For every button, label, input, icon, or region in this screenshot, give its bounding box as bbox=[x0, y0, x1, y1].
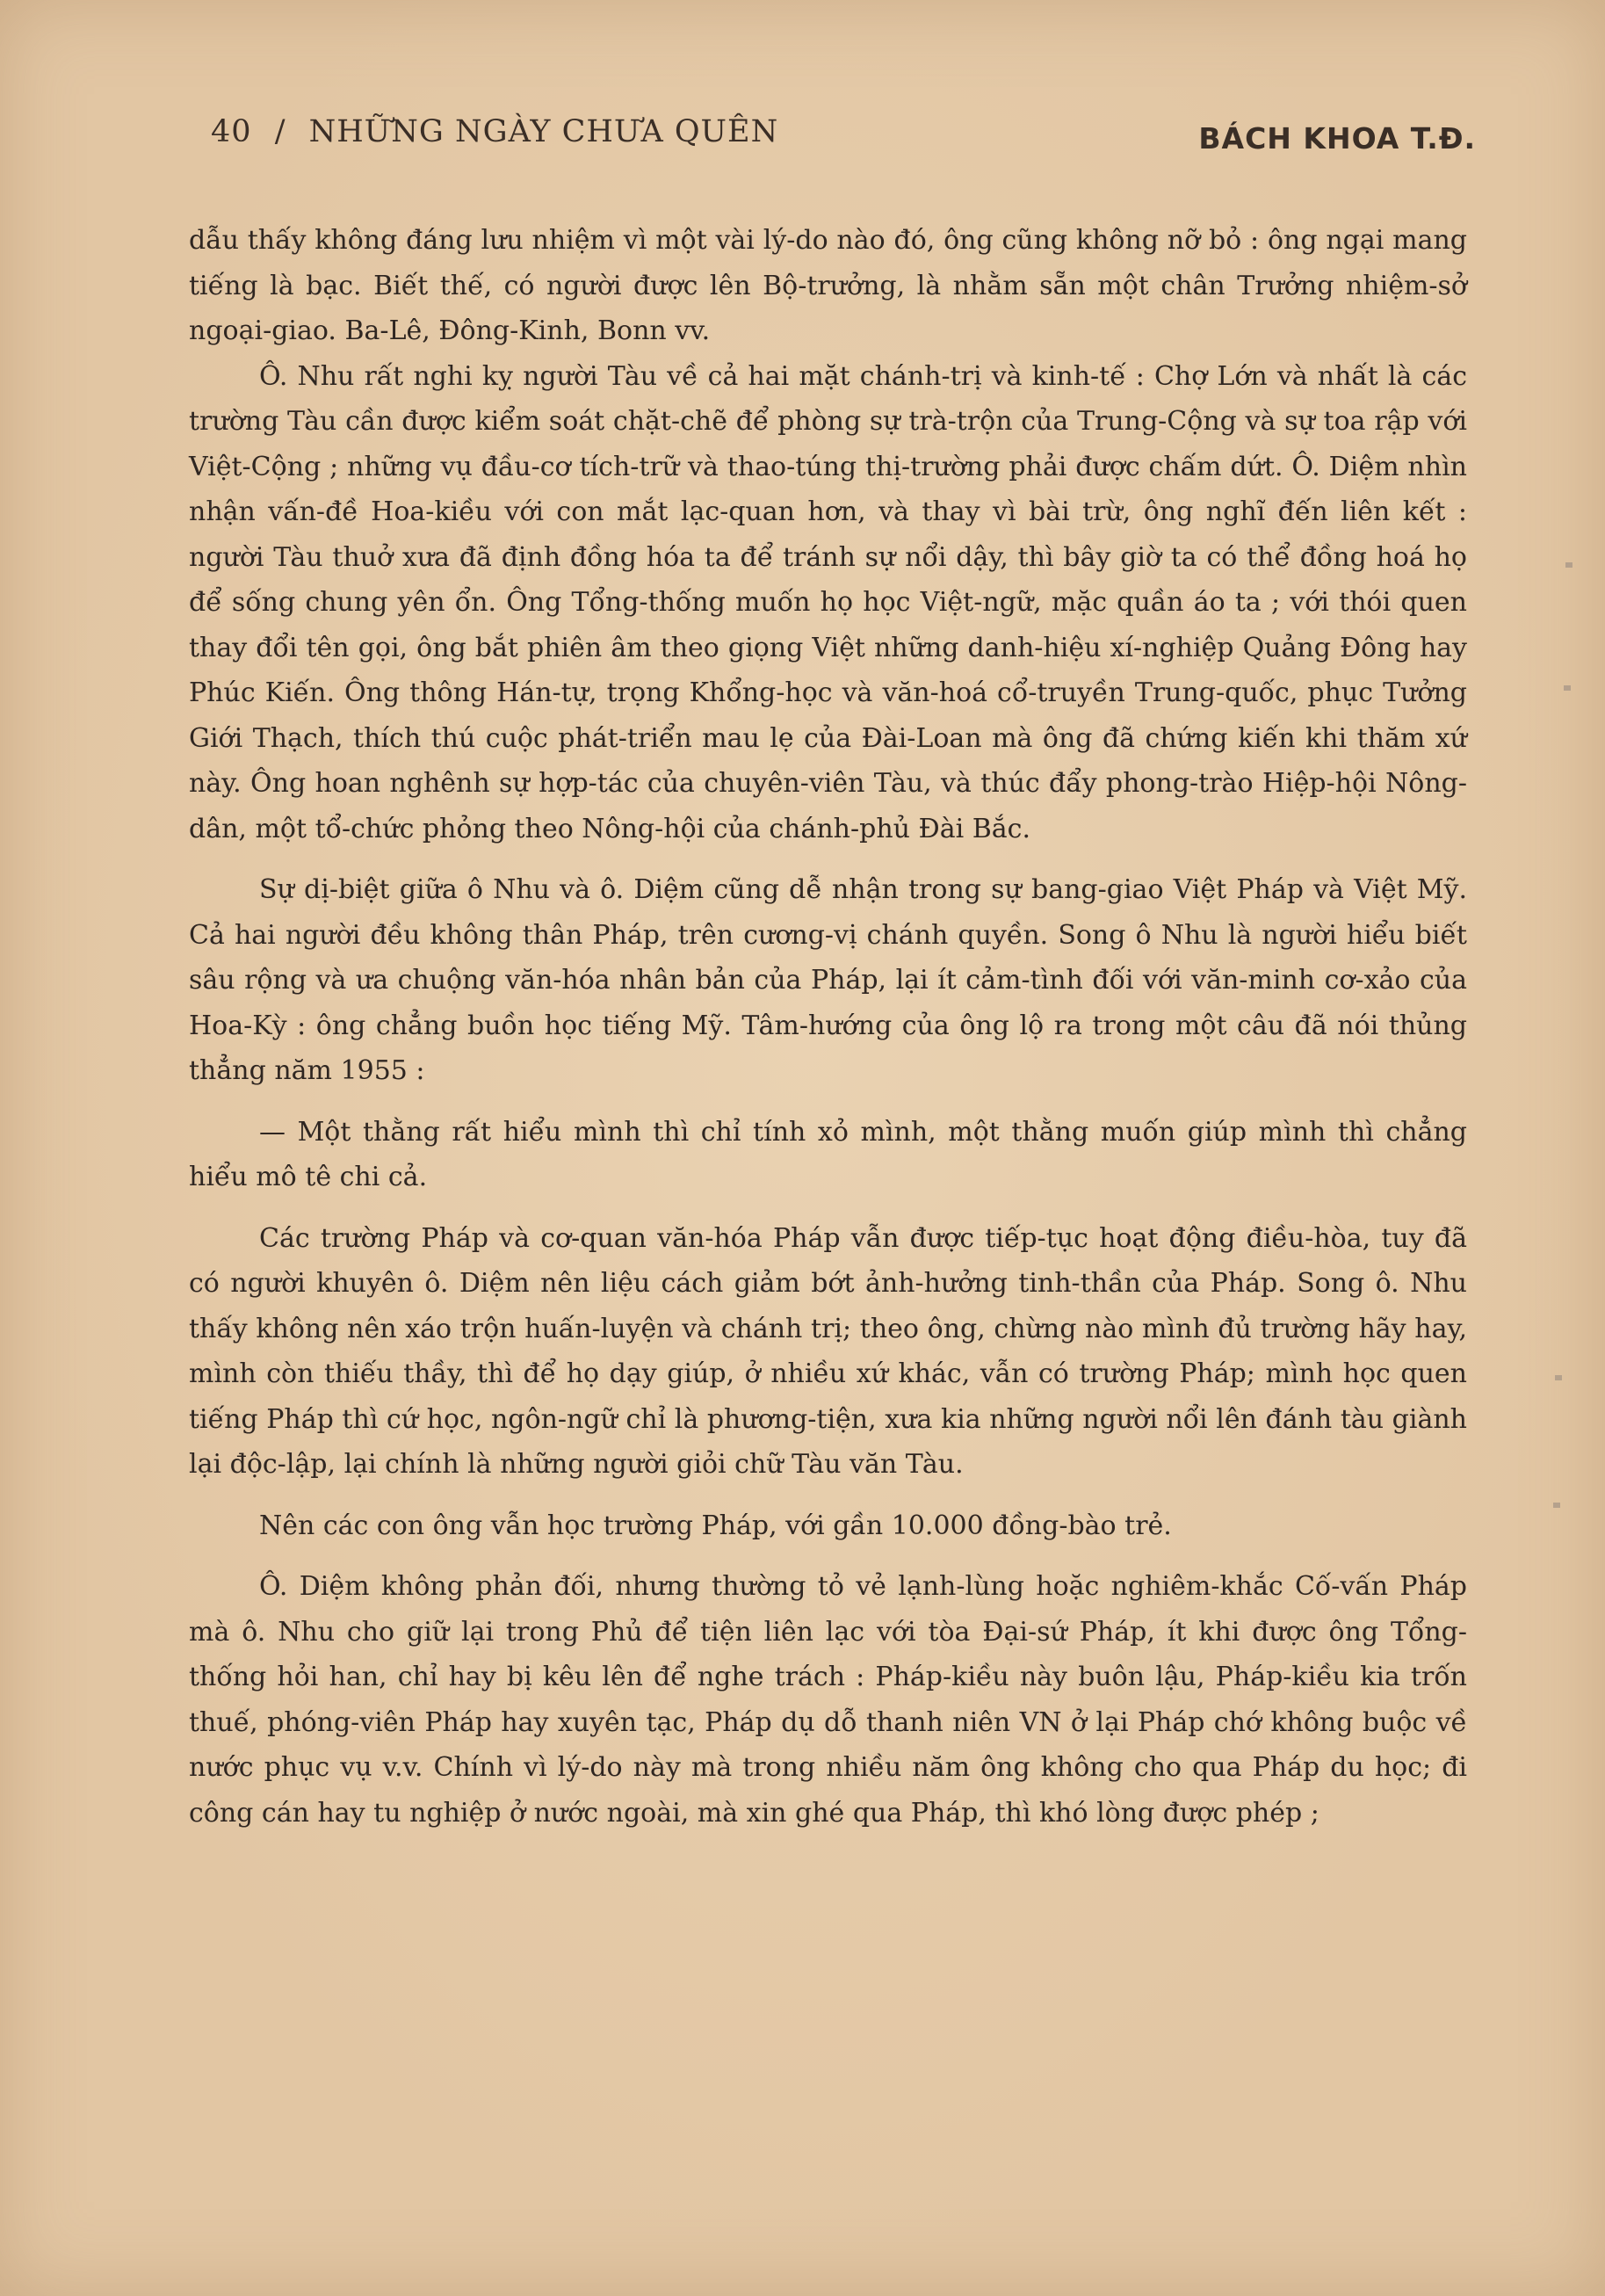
publication-name: BÁCH KHOA T.Đ. bbox=[1198, 121, 1476, 156]
header-left bbox=[211, 114, 791, 149]
quote-paragraph: — Một thằng rất hiểu mình thì chỉ tính xỏ mình, một thằng muốn giúp mình thì chẳng hiểu mô tê chi cả. bbox=[189, 1116, 1467, 1192]
article-body bbox=[189, 218, 1467, 1836]
paragraph: Ô. Diệm không phản đối, nhưng thường tỏ vẻ lạnh-lùng hoặc nghiêm-khắc Cố-vấn Pháp mà ô. Nhu cho giữ lại trong Phủ để tiện liên lạc với tòa Đại-sứ Pháp, ít khi được ông Tổng-thống hỏi han, chỉ hay bị kêu lên để nghe trách : Pháp-kiều này buôn lậu, Pháp-kiều kia trốn thuế, phóng-viên Pháp hay xuyên tạc, Pháp dụ dỗ thanh niên VN ở lại Pháp chớ không buộc về nước phục vụ v.v. Chính vì lý-do này mà trong nhiều năm ông không cho qua Pháp du học; đi công cán hay tu nghiệp ở nước ngoài, mà xin ghé qua Pháp, thì khó lòng được phép ; bbox=[189, 1571, 1467, 1829]
header-separator: / bbox=[274, 114, 286, 149]
paragraph: Nên các con ông vẫn học trường Pháp, với gần 10.000 đồng-bào trẻ. bbox=[259, 1510, 1172, 1541]
paragraph: Ô. Nhu rất nghi kỵ người Tàu về cả hai mặt chánh-trị và kinh-tế : Chợ Lớn và nhất là các trường Tàu cần được kiểm soát chặt-chẽ để phòng sự trà-trộn của Trung-Cộng và sự toa rập với Việt-Cộng ; những vụ đầu-cơ tích-trữ và thao-túng thị-trường phải được chấm dứt. Ô. Diệm nhìn nhận vấn-đề Hoa-kiều với con mắt lạc-quan hơn, và thay vì bài trừ, ông nghĩ đến liên kết : người Tàu thuở xưa đã định đồng hóa ta để tránh sự nổi dậy, thì bây giờ ta có thể đồng hoá họ để sống chung yên ổn. Ông Tổng-thống muốn họ học Việt-ngữ, mặc quần áo ta ; với thói quen thay đổi tên gọi, ông bắt phiên âm theo giọng Việt những danh-hiệu xí-nghiệp Quảng Đông hay Phúc Kiến. Ông thông Hán-tự, trọng Khổng-học và văn-hoá cổ-truyền Trung-quốc, phục Tưởng Giới Thạch, thích thú cuộc phát-triển mau lẹ của Đài-Loan mà ông đã chứng kiến khi thăm xứ này. Ông hoan nghênh sự hợp-tác của chuyên-viên Tàu, và thúc đẩy phong-trào Hiệp-hội Nông-dân, một tổ-chức phỏng theo Nông-hội của chánh-phủ Đài Bắc. bbox=[189, 360, 1467, 844]
paragraph: Các trường Pháp và cơ-quan văn-hóa Pháp vẫn được tiếp-tục hoạt động điều-hòa, tuy đã có người khuyên ô. Diệm nên liệu cách giảm bớt ảnh-hưởng tinh-thần của Pháp. Song ô. Nhu thấy không nên xáo trộn huấn-luyện và chánh trị; theo ông, chừng nào mình đủ trường hãy hay, mình còn thiếu thầy, thì để họ dạy giúp, ở nhiều xứ khác, vẫn có trường Pháp; mình học quen tiếng Pháp thì cứ học, ngôn-ngữ chỉ là phương-tiện, xưa kia những người nổi lên đánh tàu giành lại độc-lập, lại chính là những người giỏi chữ Tàu văn Tàu. bbox=[189, 1222, 1467, 1480]
margin-speck bbox=[1555, 1375, 1562, 1380]
paragraph: dẫu thấy không đáng lưu nhiệm vì một vài lý-do nào đó, ông cũng không nỡ bỏ : ông ngại mang tiếng là bạc. Biết thế, có người được lên Bộ-trưởng, là nhằm sẵn một chân Trưởng nhiệm-sở ngoại-giao. Ba-Lê, Đông-Kinh, Bonn vv. bbox=[189, 225, 1467, 346]
paragraph: Sự dị-biệt giữa ô Nhu và ô. Diệm cũng dễ nhận trong sự bang-giao Việt Pháp và Việt Mỹ. Cả hai người đều không thân Pháp, trên cương-vị chánh quyền. Song ô Nhu là người hiểu biết sâu rộng và ưa chuộng văn-hóa nhân bản của Pháp, lại ít cảm-tình đối với văn-minh cơ-xảo của Hoa-Kỳ : ông chẳng buồn học tiếng Mỹ. Tâm-hướng của ông lộ ra trong một câu đã nói thủng thẳng năm 1955 : bbox=[189, 874, 1467, 1086]
margin-speck bbox=[1564, 685, 1571, 691]
margin-speck bbox=[1565, 562, 1572, 568]
margin-speck bbox=[1553, 1503, 1560, 1508]
page-number: 40 bbox=[211, 114, 252, 149]
running-title: NHỮNG NGÀY CHƯA QUÊN bbox=[308, 114, 779, 149]
page-header bbox=[211, 114, 1476, 167]
